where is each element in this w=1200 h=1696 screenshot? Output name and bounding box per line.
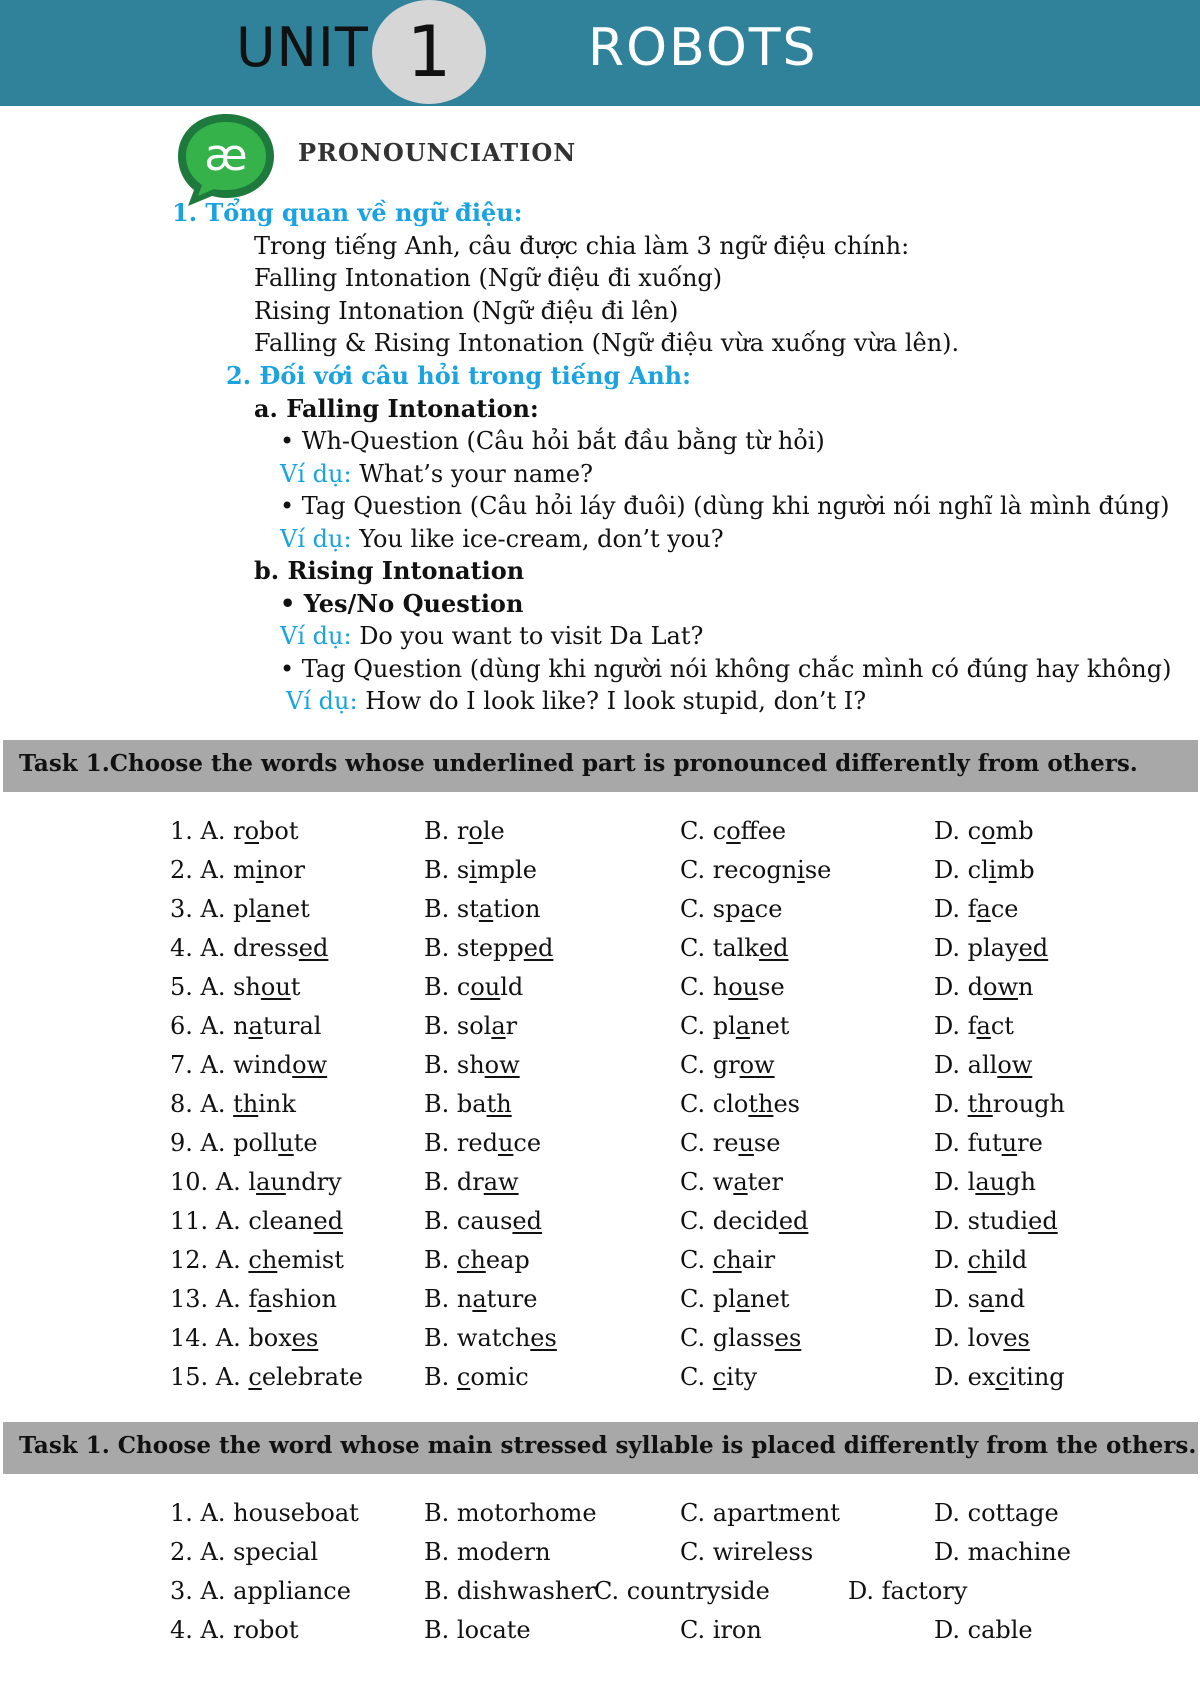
underlined-part: a bbox=[979, 1285, 995, 1313]
rising-item: • Tag Question (dùng khi người nói không chắc mình có đúng hay không) bbox=[280, 655, 1172, 683]
answer-option bbox=[934, 968, 1033, 1006]
answer-option bbox=[424, 1046, 520, 1084]
answer-option: 4. A. robot bbox=[170, 1616, 299, 1644]
task2-question-row bbox=[0, 1611, 1200, 1649]
task1-question-row bbox=[0, 1007, 1200, 1045]
option-text: 5. A. sh bbox=[170, 973, 261, 1001]
option-text: ce bbox=[754, 895, 783, 923]
answer-option: 3. A. appliance bbox=[170, 1577, 351, 1605]
answer-option bbox=[424, 968, 523, 1006]
answer-option bbox=[680, 1007, 789, 1045]
task2-question-row bbox=[0, 1494, 1200, 1532]
option-text: D. cl bbox=[934, 856, 989, 884]
option-text: C. bbox=[680, 1246, 713, 1274]
underlined-part: ow bbox=[997, 1051, 1033, 1079]
underlined-part: es bbox=[530, 1324, 557, 1352]
example-text: Do you want to visit Da Lat? bbox=[359, 622, 704, 650]
underlined-part: a bbox=[976, 1012, 991, 1040]
falling-title: a. Falling Intonation: bbox=[254, 394, 539, 423]
example-text: How do I look like? I look stupid, don’t I? bbox=[365, 687, 867, 715]
option-text: ink bbox=[258, 1090, 296, 1118]
option-text: 2. A. m bbox=[170, 856, 256, 884]
answer-option bbox=[680, 1163, 783, 1201]
task1-question-row bbox=[0, 1241, 1200, 1279]
option-text: D. s bbox=[934, 1285, 980, 1313]
option-text: emist bbox=[277, 1246, 344, 1274]
option-text: B. ba bbox=[424, 1090, 487, 1118]
answer-option bbox=[680, 1046, 775, 1084]
option-text: D. fut bbox=[934, 1129, 1002, 1157]
option-text: 3. A. pl bbox=[170, 895, 257, 923]
option-text: net bbox=[270, 895, 310, 923]
option-text: 6. A. n bbox=[170, 1012, 249, 1040]
answer-option bbox=[170, 1241, 344, 1279]
answer-option bbox=[934, 1241, 1027, 1279]
falling-item: • Tag Question (Câu hỏi láy đuôi) (dùng khi người nói nghĩ là mình đúng) bbox=[280, 492, 1170, 520]
underlined-part: es bbox=[291, 1324, 319, 1352]
answer-option bbox=[424, 1085, 512, 1123]
underlined-part: ou bbox=[728, 973, 759, 1001]
answer-option: B. modern bbox=[424, 1538, 551, 1566]
answer-option bbox=[680, 1124, 780, 1162]
answer-option bbox=[424, 1124, 541, 1162]
answer-option bbox=[170, 812, 299, 850]
example-text: You like ice-cream, don’t you? bbox=[359, 525, 724, 553]
answer-option bbox=[680, 1085, 800, 1123]
task2-question-row bbox=[0, 1572, 1200, 1610]
option-text: ct bbox=[990, 1012, 1014, 1040]
task1-question-row bbox=[0, 968, 1200, 1006]
option-text: 1. A. r bbox=[170, 817, 245, 845]
underlined-part: i bbox=[469, 856, 477, 884]
task2-question-row bbox=[0, 1533, 1200, 1571]
answer-option bbox=[170, 1358, 363, 1396]
option-text: bot bbox=[259, 817, 299, 845]
option-text: tural bbox=[262, 1012, 322, 1040]
option-text: C. sp bbox=[680, 895, 741, 923]
underlined-part: ed bbox=[1018, 934, 1049, 962]
example-line bbox=[286, 686, 866, 716]
speech-bubble-ae-icon bbox=[170, 108, 282, 210]
task1-question-row bbox=[0, 1280, 1200, 1318]
answer-option bbox=[680, 1241, 775, 1279]
underlined-part: ed bbox=[1028, 1207, 1058, 1235]
option-text: 8. A. bbox=[170, 1090, 234, 1118]
answer-option bbox=[934, 812, 1034, 850]
answer-option bbox=[934, 1202, 1058, 1240]
option-text: C. c bbox=[680, 817, 727, 845]
answer-option: D. cable bbox=[934, 1616, 1033, 1644]
underlined-part: o bbox=[981, 817, 996, 845]
answer-option bbox=[680, 812, 786, 850]
answer-option bbox=[170, 929, 328, 967]
answer-option: C. wireless bbox=[680, 1538, 814, 1566]
section1-title: 1. Tổng quan về ngữ điệu: bbox=[172, 198, 523, 227]
option-text: rough bbox=[992, 1090, 1065, 1118]
underlined-part: i bbox=[255, 856, 264, 884]
answer-option bbox=[680, 851, 831, 889]
option-text: D. all bbox=[934, 1051, 998, 1079]
option-text: ild bbox=[996, 1246, 1028, 1274]
answer-option bbox=[680, 1319, 801, 1357]
option-text: B. red bbox=[424, 1129, 498, 1157]
task1-question-row bbox=[0, 929, 1200, 967]
answer-option bbox=[934, 1280, 1025, 1318]
underlined-part: ch bbox=[967, 1246, 997, 1274]
underlined-part: u bbox=[497, 1129, 514, 1157]
option-text: C. clo bbox=[680, 1090, 749, 1118]
option-text: es bbox=[773, 1090, 800, 1118]
underlined-part: ed bbox=[758, 934, 789, 962]
falling-item: • Wh-Question (Câu hỏi bắt đầu bằng từ hỏi) bbox=[280, 427, 825, 455]
option-text: D. bbox=[934, 1090, 968, 1118]
answer-option bbox=[170, 968, 300, 1006]
section2-title: 2. Đối với câu hỏi trong tiếng Anh: bbox=[226, 361, 691, 390]
answer-option bbox=[680, 1202, 808, 1240]
underlined-part: ch bbox=[456, 1246, 486, 1274]
example-label: Ví dụ: bbox=[280, 460, 352, 488]
rising-item: • Yes/No Question bbox=[280, 589, 524, 618]
section1-line: Falling Intonation (Ngữ điệu đi xuống) bbox=[254, 264, 723, 292]
task1-question-row bbox=[0, 1202, 1200, 1240]
answer-option bbox=[934, 929, 1048, 967]
option-text: air bbox=[741, 1246, 776, 1274]
answer-option bbox=[170, 851, 305, 889]
answer-option bbox=[424, 929, 553, 967]
answer-option bbox=[680, 890, 782, 928]
underlined-part: a bbox=[735, 1012, 751, 1040]
option-text: C. pl bbox=[680, 1285, 736, 1313]
option-text: D. play bbox=[934, 934, 1019, 962]
underlined-part: a bbox=[740, 895, 755, 923]
underlined-part: aw bbox=[483, 1168, 519, 1196]
task2-title: Task 1. Choose the word whose main stressed syllable is placed differently from the others. bbox=[19, 1432, 1197, 1459]
task1-question-row bbox=[0, 890, 1200, 928]
answer-option: C. countryside bbox=[594, 1577, 770, 1605]
option-text: 10. A. l bbox=[170, 1168, 257, 1196]
option-text: se bbox=[804, 856, 832, 884]
option-text: gh bbox=[1005, 1168, 1036, 1196]
underlined-part: c bbox=[712, 1363, 727, 1391]
underlined-part: ou bbox=[260, 973, 291, 1001]
option-text: elebrate bbox=[261, 1363, 363, 1391]
option-text: 7. A. wind bbox=[170, 1051, 293, 1079]
option-text: ndry bbox=[285, 1168, 342, 1196]
example-label: Ví dụ: bbox=[286, 687, 358, 715]
answer-option bbox=[934, 1358, 1065, 1396]
option-text: C. bbox=[680, 1363, 713, 1391]
underlined-part: a bbox=[256, 895, 271, 923]
option-text: B. c bbox=[424, 973, 471, 1001]
underlined-part: ed bbox=[523, 934, 554, 962]
answer-option bbox=[170, 890, 310, 928]
answer-option bbox=[424, 1007, 517, 1045]
option-text: 14. A. box bbox=[170, 1324, 292, 1352]
answer-option bbox=[170, 1124, 318, 1162]
underlined-part: a bbox=[735, 1285, 751, 1313]
answer-option bbox=[424, 1358, 529, 1396]
answer-option bbox=[934, 1046, 1032, 1084]
option-text: D. l bbox=[934, 1168, 976, 1196]
task1-header bbox=[3, 740, 1198, 792]
answer-option bbox=[170, 1085, 296, 1123]
underlined-part: i bbox=[797, 856, 805, 884]
option-text: 4. A. dress bbox=[170, 934, 299, 962]
example-line bbox=[280, 621, 703, 651]
answer-option bbox=[680, 1358, 757, 1396]
option-text: B. st bbox=[424, 895, 479, 923]
option-text: se bbox=[758, 973, 785, 1001]
answer-option: D. factory bbox=[848, 1577, 968, 1605]
task1-question-row bbox=[0, 1085, 1200, 1123]
option-text: r bbox=[505, 1012, 518, 1040]
option-text: C. glass bbox=[680, 1324, 775, 1352]
answer-option bbox=[424, 851, 537, 889]
underlined-part: ed bbox=[313, 1207, 344, 1235]
option-text: B. stepp bbox=[424, 934, 524, 962]
option-text: 15. A. bbox=[170, 1363, 249, 1391]
answer-option bbox=[424, 1280, 537, 1318]
answer-option bbox=[934, 1163, 1036, 1201]
answer-option bbox=[934, 851, 1035, 889]
unit-number-badge: 1 bbox=[372, 0, 486, 104]
option-text: C. decid bbox=[680, 1207, 779, 1235]
underlined-part: o bbox=[244, 817, 260, 845]
underlined-part: a bbox=[472, 1285, 487, 1313]
option-text: ter bbox=[747, 1168, 783, 1196]
underlined-part: a bbox=[976, 895, 991, 923]
option-text: D. lov bbox=[934, 1324, 1004, 1352]
answer-option bbox=[934, 1124, 1043, 1162]
answer-option bbox=[170, 1046, 327, 1084]
option-text: te bbox=[293, 1129, 318, 1157]
task1-title: Task 1.Choose the words whose underlined part is pronounced differently from others. bbox=[19, 750, 1138, 777]
underlined-part: a bbox=[478, 895, 494, 923]
unit-label: UNIT bbox=[236, 16, 369, 79]
option-text: C. recogn bbox=[680, 856, 798, 884]
answer-option: D. cottage bbox=[934, 1499, 1059, 1527]
option-text: B. dr bbox=[424, 1168, 484, 1196]
task2-header bbox=[3, 1422, 1198, 1474]
answer-option: 2. A. special bbox=[170, 1538, 319, 1566]
option-text: 9. A. poll bbox=[170, 1129, 279, 1157]
underlined-part: es bbox=[774, 1324, 802, 1352]
option-text: B. sol bbox=[424, 1012, 492, 1040]
ae-glyph: æ bbox=[204, 130, 248, 181]
option-text: se bbox=[753, 1129, 781, 1157]
answer-option: 1. A. houseboat bbox=[170, 1499, 359, 1527]
underlined-part: ch bbox=[712, 1246, 742, 1274]
option-text: ce bbox=[990, 895, 1019, 923]
option-text: net bbox=[750, 1285, 790, 1313]
option-text: B. s bbox=[424, 856, 470, 884]
underlined-part: a bbox=[257, 1285, 272, 1313]
task1-question-row bbox=[0, 812, 1200, 850]
option-text: tion bbox=[493, 895, 541, 923]
underlined-part: ed bbox=[778, 1207, 809, 1235]
answer-option: D. machine bbox=[934, 1538, 1071, 1566]
underlined-part: u bbox=[278, 1129, 294, 1157]
answer-option: C. apartment bbox=[680, 1499, 840, 1527]
example-line bbox=[280, 524, 724, 554]
option-text: D. ex bbox=[934, 1363, 996, 1391]
example-text: What’s your name? bbox=[359, 460, 593, 488]
task1-question-row bbox=[0, 1319, 1200, 1357]
option-text: iting bbox=[1008, 1363, 1065, 1391]
answer-option bbox=[934, 1007, 1014, 1045]
option-text: D. f bbox=[934, 895, 977, 923]
option-text: 11. A. clean bbox=[170, 1207, 314, 1235]
underlined-part: a bbox=[733, 1168, 748, 1196]
option-text: 12. A. bbox=[170, 1246, 249, 1274]
answer-option bbox=[680, 968, 785, 1006]
option-text: n bbox=[1018, 973, 1034, 1001]
option-text: B. sh bbox=[424, 1051, 485, 1079]
unit-title: ROBOTS bbox=[588, 18, 818, 78]
answer-option: B. motorhome bbox=[424, 1499, 597, 1527]
answer-option bbox=[170, 1007, 321, 1045]
answer-option bbox=[424, 812, 505, 850]
option-text: B. bbox=[424, 1246, 457, 1274]
option-text: eap bbox=[485, 1246, 530, 1274]
answer-option bbox=[934, 1085, 1065, 1123]
underlined-part: c bbox=[456, 1363, 471, 1391]
underlined-part: u bbox=[1001, 1129, 1018, 1157]
option-text: ld bbox=[500, 973, 524, 1001]
option-text: C. talk bbox=[680, 934, 759, 962]
option-text: nd bbox=[994, 1285, 1026, 1313]
example-label: Ví dụ: bbox=[280, 622, 352, 650]
section1-line: Falling & Rising Intonation (Ngữ điệu vừa xuống vừa lên). bbox=[254, 329, 960, 357]
option-text: C. gr bbox=[680, 1051, 740, 1079]
underlined-part: c bbox=[995, 1363, 1009, 1391]
answer-option bbox=[680, 929, 789, 967]
option-text: C. pl bbox=[680, 1012, 736, 1040]
option-text: D. f bbox=[934, 1012, 977, 1040]
answer-option bbox=[170, 1280, 337, 1318]
underlined-part: ow bbox=[292, 1051, 328, 1079]
answer-option: B. locate bbox=[424, 1616, 531, 1644]
example-label: Ví dụ: bbox=[280, 525, 352, 553]
underlined-part: th bbox=[486, 1090, 512, 1118]
option-text: t bbox=[290, 973, 301, 1001]
option-text: D. bbox=[934, 1246, 968, 1274]
answer-option bbox=[424, 1319, 557, 1357]
option-text: B. caus bbox=[424, 1207, 513, 1235]
underlined-part: ow bbox=[739, 1051, 775, 1079]
underlined-part: th bbox=[233, 1090, 259, 1118]
underlined-part: o bbox=[468, 817, 483, 845]
underlined-part: u bbox=[738, 1129, 754, 1157]
option-text: C. w bbox=[680, 1168, 734, 1196]
option-text: ture bbox=[486, 1285, 538, 1313]
underlined-part: ed bbox=[298, 934, 329, 962]
section1-line: Trong tiếng Anh, câu được chia làm 3 ngữ điệu chính: bbox=[254, 232, 910, 260]
answer-option: C. iron bbox=[680, 1616, 762, 1644]
option-text: D. d bbox=[934, 973, 984, 1001]
answer-option bbox=[424, 890, 540, 928]
option-text: mb bbox=[995, 817, 1034, 845]
underlined-part: a bbox=[491, 1012, 506, 1040]
answer-option bbox=[170, 1163, 342, 1201]
option-text: ffee bbox=[740, 817, 787, 845]
option-text: C. re bbox=[680, 1129, 739, 1157]
answer-option bbox=[170, 1319, 318, 1357]
option-text: ity bbox=[726, 1363, 758, 1391]
option-text: omic bbox=[470, 1363, 529, 1391]
underlined-part: c bbox=[248, 1363, 262, 1391]
option-text: D. c bbox=[934, 817, 982, 845]
underlined-part: es bbox=[1003, 1324, 1030, 1352]
answer-option bbox=[934, 890, 1019, 928]
answer-option bbox=[680, 1280, 789, 1318]
answer-option bbox=[170, 1202, 343, 1240]
underlined-part: o bbox=[726, 817, 741, 845]
option-text: B. watch bbox=[424, 1324, 531, 1352]
option-text: net bbox=[750, 1012, 790, 1040]
section1-line: Rising Intonation (Ngữ điệu đi lên) bbox=[254, 297, 679, 325]
option-text: C. h bbox=[680, 973, 729, 1001]
task1-question-row bbox=[0, 1358, 1200, 1396]
underlined-part: a bbox=[248, 1012, 263, 1040]
option-text: ce bbox=[513, 1129, 542, 1157]
underlined-part: ow bbox=[983, 973, 1019, 1001]
answer-option bbox=[424, 1163, 519, 1201]
option-text: D. studi bbox=[934, 1207, 1029, 1235]
underlined-part: ed bbox=[512, 1207, 542, 1235]
task1-question-row bbox=[0, 1163, 1200, 1201]
task1-question-row bbox=[0, 851, 1200, 889]
option-text: B. n bbox=[424, 1285, 473, 1313]
option-text: B. bbox=[424, 1363, 457, 1391]
task1-question-row bbox=[0, 1046, 1200, 1084]
option-text: nor bbox=[263, 856, 305, 884]
underlined-part: th bbox=[748, 1090, 774, 1118]
answer-option bbox=[424, 1241, 530, 1279]
option-text: mb bbox=[996, 856, 1035, 884]
underlined-part: th bbox=[967, 1090, 993, 1118]
option-text: shion bbox=[271, 1285, 337, 1313]
rising-title: b. Rising Intonation bbox=[254, 556, 525, 585]
underlined-part: ow bbox=[484, 1051, 520, 1079]
underlined-part: ch bbox=[248, 1246, 278, 1274]
answer-option bbox=[424, 1202, 542, 1240]
underlined-part: au bbox=[256, 1168, 286, 1196]
pronunciation-heading: PRONOUNCIATION bbox=[298, 138, 577, 167]
option-text: B. r bbox=[424, 817, 469, 845]
example-line bbox=[280, 459, 593, 489]
answer-option: B. dishwasher bbox=[424, 1577, 597, 1605]
option-text: le bbox=[482, 817, 505, 845]
answer-option bbox=[934, 1319, 1030, 1357]
option-text: 13. A. f bbox=[170, 1285, 258, 1313]
underlined-part: ou bbox=[470, 973, 501, 1001]
option-text: mple bbox=[476, 856, 537, 884]
option-text: re bbox=[1017, 1129, 1043, 1157]
underlined-part: au bbox=[975, 1168, 1006, 1196]
underlined-part: i bbox=[988, 856, 997, 884]
task1-question-row bbox=[0, 1124, 1200, 1162]
